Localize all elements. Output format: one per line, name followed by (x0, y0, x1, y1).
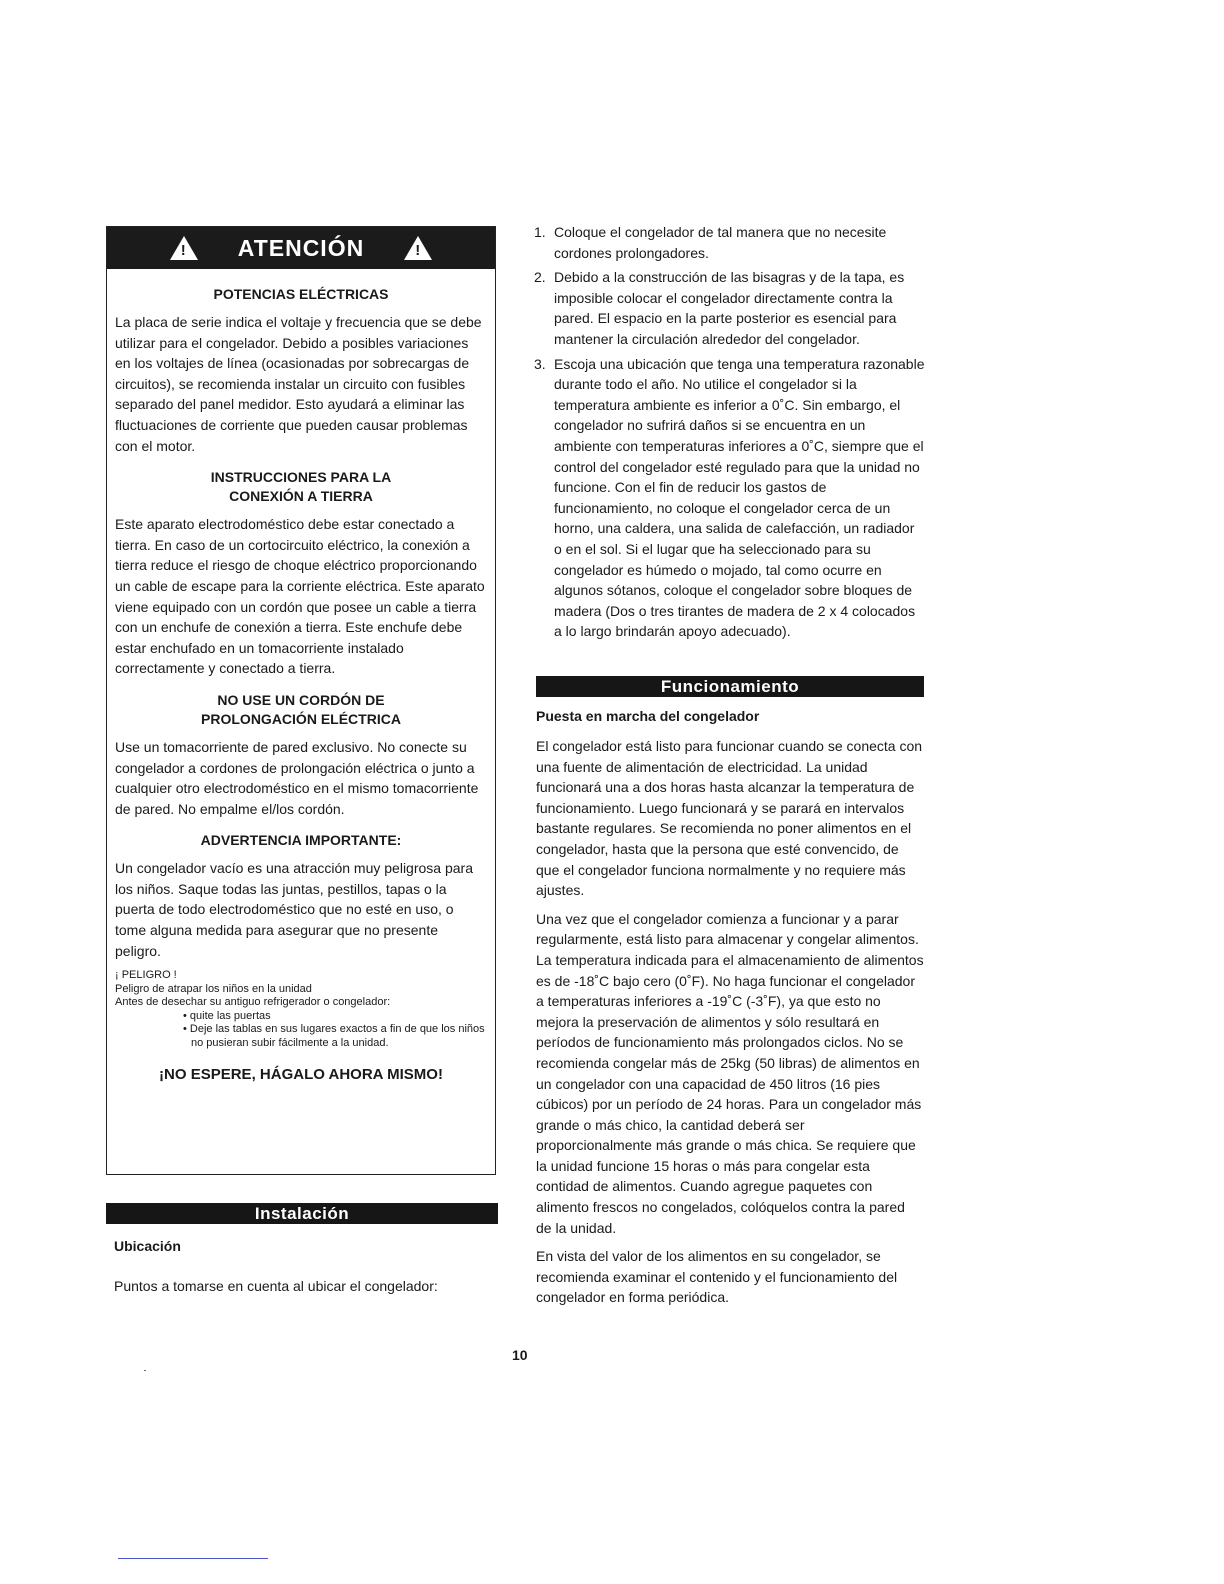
danger-item: • quite las puertas (183, 1009, 271, 1022)
bottom-rule (118, 1558, 268, 1559)
placement-steps (534, 222, 926, 642)
section-text: Este aparato electrodoméstico debe estar conectado a tierra. En caso de un cortocircuito eléctrico, la conexión a tierra reduce el riesgo de choque eléctrico proporcionando un cable de escape para la corriente eléctrica. Este aparato viene equipado con un cordón que posee un cable a tierra con un enchufe de conexión a tierra. Este enchufe debe estar enchufado en un tomacorriente instalado correctamente y conectado a tierra. (115, 516, 485, 677)
warning-box (106, 226, 496, 1175)
warning-body (107, 269, 495, 1083)
danger-item: • Deje las tablas en sus lugares exactos a fin de que los niños no pusieran subir fácilmente a la unidad. (183, 1023, 485, 1049)
danger-label: ¡ PELIGRO ! (115, 969, 177, 982)
warning-triangle-icon (170, 236, 198, 260)
instalacion-subheading: Ubicación (114, 1238, 181, 1254)
section-text: Use un tomacorriente de pared exclusivo. No conecte su congelador a cordones de prolongación eléctrica o junto a cualquier otro electrodoméstico en el mismo tomacorriente de pared. No empalme el/los cordón. (115, 738, 479, 817)
list-item: 3. Escoja una ubicación que tenga una temperatura razonable durante todo el año. No utilice el congelador si la temperatura ambiente es inferior a 0˚C. Sin embargo, el congelador no sufrirá daños si se encuentra en un ambiente con temperaturas inferiores a 0˚C, siempre que el control del congelador esté regulado para que la unidad no funcione. Con el fin de reducir los gastos de funcionamiento, no coloque el congelador cerca de un horno, una caldera, una salida de calefacción, un radiador o en el sol. Si el lugar que ha seleccionado para su congelador es húmedo o mojado, tal como ocurre en algunos sótanos, coloque el congelador sobre bloques de madera (Dos o tres tirantes de madera de 2 x 4 colocados a lo largo brindarán apoyo adecuado). (534, 355, 925, 640)
list-item: 1. Coloque el congelador de tal manera que no necesite cordones prolongadores. (534, 224, 887, 261)
warning-title: ATENCIÓN (237, 234, 365, 261)
warning-triangle-icon (404, 236, 432, 260)
page-number: 10 (512, 1347, 528, 1363)
section-heading: INSTRUCCIONES PARA LA CONEXIÓN A TIERRA (210, 469, 392, 505)
section-heading: POTENCIAS ELÉCTRICAS (213, 286, 389, 302)
section-heading: ADVERTENCIA IMPORTANTE: (200, 832, 402, 849)
instalacion-section-bar: Instalación (106, 1203, 498, 1224)
funcionamiento-paragraph: El congelador está listo para funcionar cuando se conecta con una fuente de alimentación de electricidad. La unidad funcionará una a dos horas hasta alcanzar la temperatura de funcionamiento. Luego funcionará y se parará en intervalos bastante regulares. Se recomienda no poner alimentos en el congelador, hasta que la persona que esté convencido, de que el congelador funciona normalmente y no requiere más ajustes. (536, 738, 923, 899)
danger-line: Antes de desechar su antiguo refrigerador o congelador: (115, 996, 391, 1009)
danger-line: Peligro de atrapar los niños en la unidad (115, 982, 312, 995)
section-text: La placa de serie indica el voltaje y frecuencia que se debe utilizar para el congelador. Debido a posibles variaciones en los voltajes de línea (ocasionadas por sobrecargas de circuitos), se recomienda instalar un circuito con fusibles separado del panel medidor. Esto ayudará a eliminar las fluctuaciones de corriente que pueden causar problemas con el motor. (115, 314, 482, 454)
instalacion-content (114, 1238, 494, 1305)
section-heading: NO USE UN CORDÓN DE PROLONGACIÓN ELÉCTRICA (201, 691, 401, 727)
warning-header (107, 227, 495, 269)
funcionamiento-section-bar: Funcionamiento (536, 676, 924, 697)
instalacion-intro: Puntos a tomarse en cuenta al ubicar el congelador: (114, 1278, 438, 1294)
funcionamiento-paragraph: En vista del valor de los alimentos en su congelador, se recomienda examinar el contenido y el funcionamiento del congelador en forma periódica. (536, 1248, 898, 1306)
right-column (534, 222, 926, 646)
funcionamiento-subheading: Puesta en marcha del congelador (536, 708, 760, 724)
list-item: 2. Debido a la construcción de las bisagras y de la tapa, es imposible colocar el congelador directamente contra la pared. El espacio en la parte posterior es esencial para mantener la circulación alrededor del congelador. (534, 269, 905, 347)
scan-speck (144, 1370, 146, 1371)
funcionamiento-paragraph: Una vez que el congelador comienza a funcionar y a parar regularmente, está listo para almacenar y congelar alimentos. La temperatura indicada para el almacenamiento de alimentos es de -18˚C bajo cero (0˚F). No haga funcionar el congelador a temperaturas inferiores a -19˚C (-3˚F), ya que esto no mejora la preservación de alimentos y sólo resultará en períodos de funcionamiento más prolongados ciclos. No se recomienda congelar más de 25kg (50 libras) de alimentos en un congelador con una capacidad de 450 litros (16 pies cúbicos) por un período de 24 horas. Para un congelador más grande o más chico, la cantidad deberá ser proporcionalmente más grande o más chica. Se requiere que la unidad funcione 15 horas o más para congelar esta contidad de alimentos. Cuando agregue paquetes con alimento frescos no congelados, colóquelos contra la pared de la unidad. (536, 910, 924, 1236)
left-column (106, 226, 498, 1175)
funcionamiento-content (536, 708, 924, 1316)
section-text: Un congelador vacío es una atracción muy peligrosa para los niños. Saque todas las juntas, pestillos, tapas o la puerta de todo electrodoméstico que no esté en uso, o tome alguna medida para asegurar que no presente peligro. (115, 860, 473, 959)
warning-final: ¡NO ESPERE, HÁGALO AHORA MISMO! (159, 1066, 443, 1084)
